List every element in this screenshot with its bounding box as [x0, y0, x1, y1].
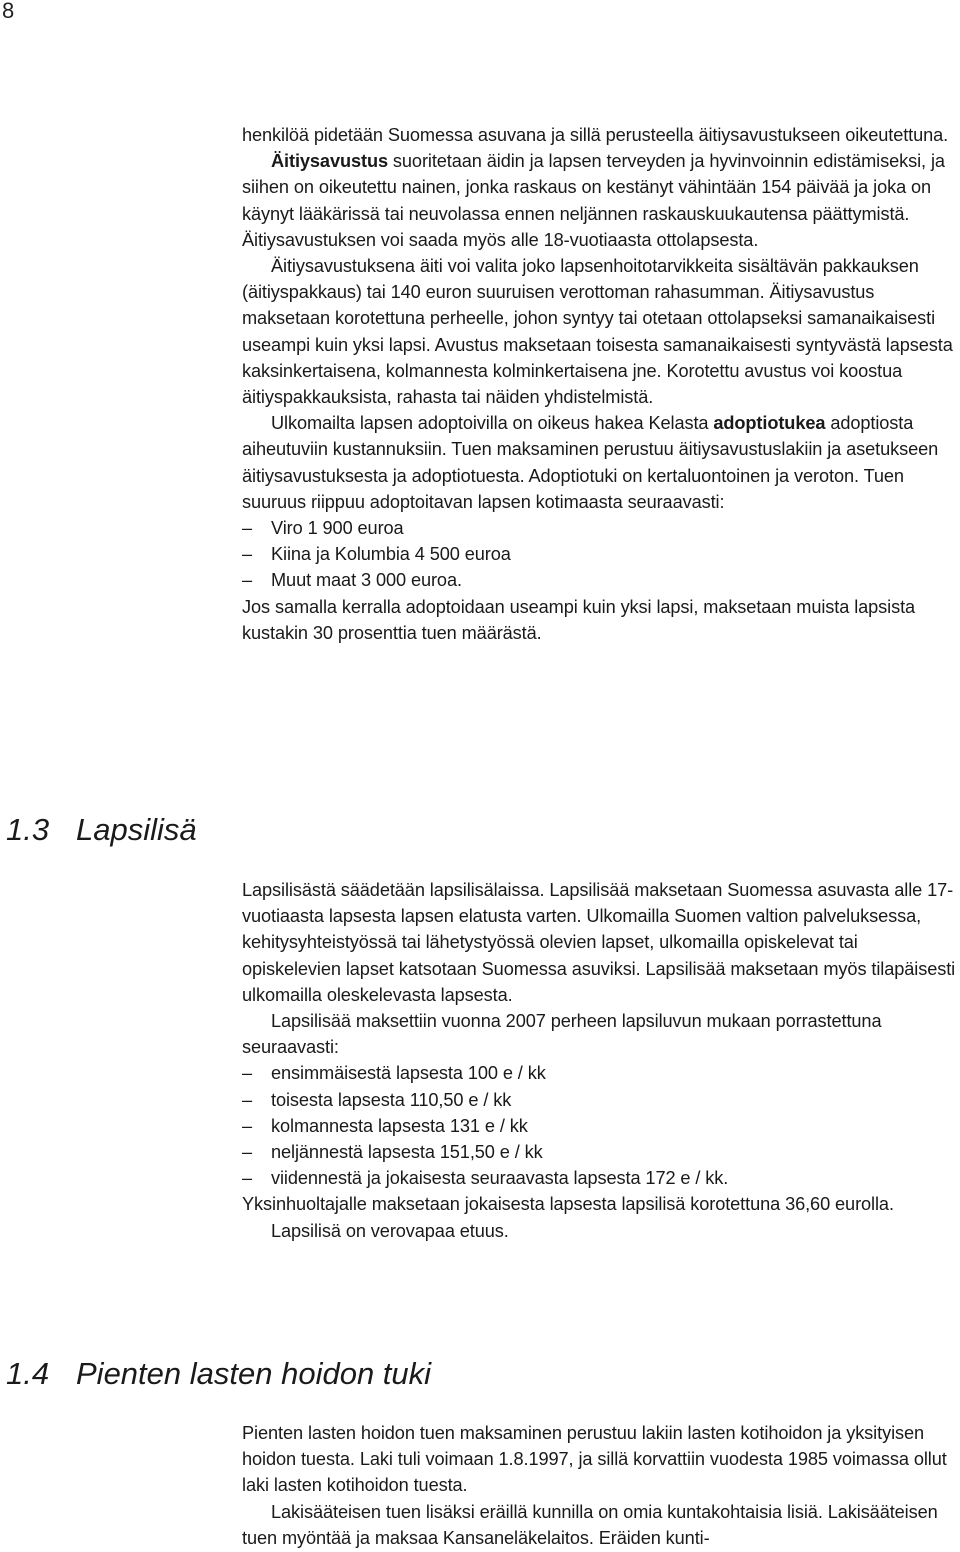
- section-heading-pienten-lasten-hoidon-tuki: [6, 1356, 431, 1392]
- list-item: – viidennestä ja jokaisesta seuraavasta lapsesta 172 e / kk.: [242, 1168, 729, 1189]
- list-item: – ensimmäisestä lapsesta 100 e / kk: [242, 1063, 546, 1084]
- paragraph: Lapsilisästä säädetään lapsilisälaissa. Lapsilisää maksetaan Suomessa asuvasta alle 17-vuotiaasta lapsesta lapsen elatusta varten. Ulkomailla Suomen valtion palveluksessa, kehitysyhteistyössä tai lähetystyössä olevien lapset, ulkomailla opiskelevat tai opiskelevien lapset katsotaan Suomessa asuviksi. Lapsilisää maksetaan myös tilapäisesti ulkomailla oleskelevasta lapsesta.: [242, 880, 956, 1005]
- paragraph: [242, 148, 958, 253]
- paragraph: Äitiysavustuksena äiti voi valita joko lapsenhoitotarvikkeita sisältävän pakkauksen (äitiyspakkaus) tai 140 euron suuruisen verottoman rahasumman. Äitiysavustus maksetaan korotettuna perheelle, johon syntyy tai otetaan ottolapseksi samanaikaisesti useampi kuin yksi lapsi. Avustus maksetaan toisesta samanaikaisesti syntyvästä lapsesta kaksinkertaisena, kolmannesta kolminkertaisena jne. Korotettu avustus voi koostua äitiyspakkauksista, rahasta tai näiden yhdistelmistä.: [242, 256, 953, 408]
- list-item-text: kolmannesta lapsesta 131 e / kk: [271, 1115, 528, 1136]
- paragraph-text: adoptiosta aiheutuviin kustannuksiin. Tuen maksaminen perustuu äitiysavustuslakiin ja asetukseen äitiysavustuksesta ja adoptiotuesta. Adoptiotuki on kertaluontoinen ja veroton. Tuen suuruus riippuu adoptoitavan lapsen kotimaasta seuraavasti:: [242, 413, 939, 512]
- list-item-text: viidennestä ja jokaisesta seuraavasta lapsesta 172 e / kk.: [271, 1168, 729, 1189]
- paragraph-text: Ulkomailta lapsen adoptoivilla on oikeus hakea Kelasta: [271, 413, 714, 434]
- list-item-text: toisesta lapsesta 110,50 e / kk: [271, 1089, 512, 1110]
- section-title: Pienten lasten hoidon tuki: [76, 1356, 432, 1391]
- bold-term: Äitiysavustus: [271, 151, 388, 172]
- paragraph-text: suoritetaan äidin ja lapsen terveyden ja hyvinvoinnin edistämiseksi, ja siihen on oikeutettu nainen, jonka raskaus on kestänyt vähintään 154 päivää ja joka on käynyt lääkärissä tai neuvolassa ennen neljännen raskauskuukautensa päättymistä. Äitiysavustuksen voi saada myös alle 18-vuotiaasta ottolapsesta.: [242, 151, 945, 250]
- paragraph: Yksinhuoltajalle maksetaan jokaisesta lapsesta lapsilisä korotettuna 36,60 eurolla.: [242, 1194, 894, 1215]
- paragraph: Lapsilisä on verovapaa etuus.: [271, 1220, 509, 1241]
- paragraph: henkilöä pidetään Suomessa asuvana ja sillä perusteella äitiysavustukseen oikeutettuna.: [242, 125, 949, 145]
- section-title: Lapsilisä: [76, 812, 197, 847]
- list-item: – Kiina ja Kolumbia 4 500 euroa: [242, 544, 511, 565]
- section-body-aitiysavustus: [242, 122, 958, 646]
- list-item-text: neljännestä lapsesta 151,50 e / kk: [271, 1142, 543, 1163]
- paragraph: Pienten lasten hoidon tuen maksaminen perustuu lakiin lasten kotihoidon ja yksityisen hoidon tuesta. Laki tuli voimaan 1.8.1997, ja sillä korvattiin vuodesta 1985 voimassa ollut laki lasten kotihoidon tuesta.: [242, 1423, 947, 1496]
- page-number: 8: [2, 0, 15, 23]
- list-item: – neljännestä lapsesta 151,50 e / kk: [242, 1142, 543, 1163]
- list-item-text: Kiina ja Kolumbia 4 500 euroa: [271, 544, 511, 565]
- bold-term: adoptiotukea: [713, 413, 826, 434]
- list-item: – Muut maat 3 000 euroa.: [242, 570, 462, 591]
- list-item-text: Muut maat 3 000 euroa.: [271, 570, 462, 591]
- paragraph: Lapsilisää maksettiin vuonna 2007 perheen lapsiluvun mukaan porrastettuna seuraavasti:: [242, 1011, 882, 1058]
- paragraph: Lakisääteisen tuen lisäksi eräillä kunnilla on omia kuntakohtaisia lisiä. Lakisääteisen tuen myöntää ja maksaa Kansaneläkelaitos. Eräiden kunti-: [242, 1501, 938, 1548]
- section-body-pienten-lasten-hoidon-tuki: [242, 1420, 958, 1551]
- section-body-lapsilisa: [242, 877, 958, 1244]
- list-item-text: ensimmäisestä lapsesta 100 e / kk: [271, 1063, 546, 1084]
- list-item-text: Viro 1 900 euroa: [271, 518, 404, 539]
- paragraph: [242, 410, 958, 515]
- section-heading-lapsilisa: [6, 812, 197, 848]
- section-number: 1.4: [6, 1356, 50, 1391]
- section-number: 1.3: [6, 812, 50, 847]
- list-item: – toisesta lapsesta 110,50 e / kk: [242, 1089, 512, 1110]
- list-item: – kolmannesta lapsesta 131 e / kk: [242, 1115, 528, 1136]
- paragraph: Jos samalla kerralla adoptoidaan useampi kuin yksi lapsi, maksetaan muista lapsista kustakin 30 prosenttia tuen määrästä.: [242, 596, 916, 643]
- list-item: – Viro 1 900 euroa: [242, 518, 404, 539]
